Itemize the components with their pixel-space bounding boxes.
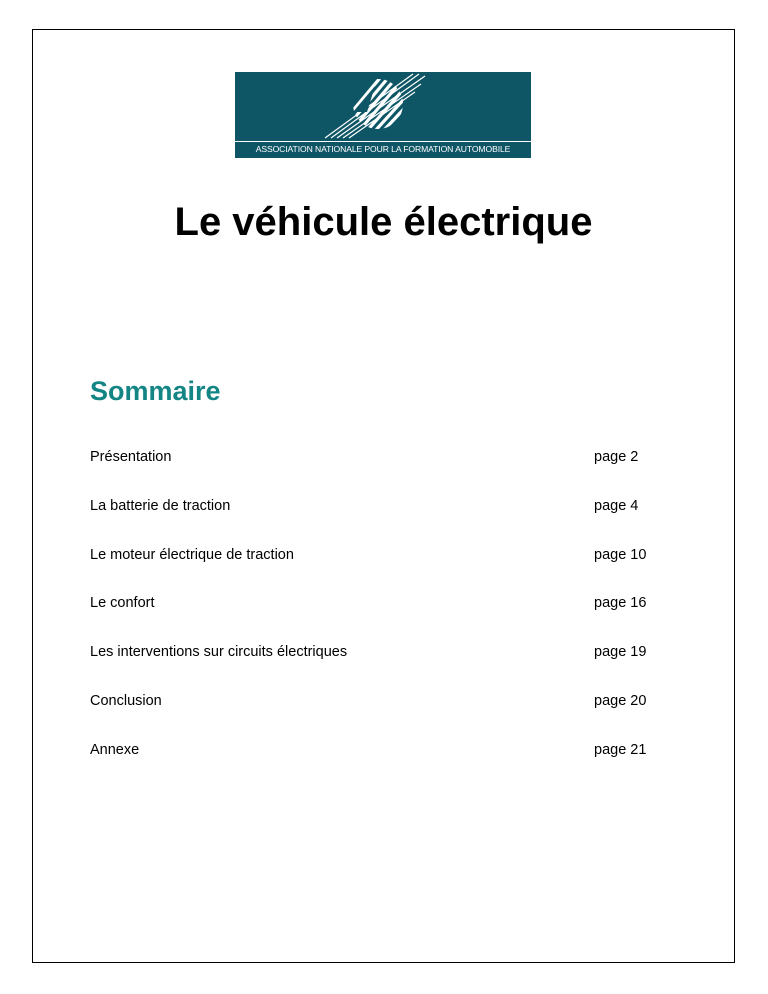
toc-item: [90, 544, 690, 593]
toc-item-label: La batterie de traction: [90, 497, 231, 514]
toc-item-page: page 16: [594, 595, 647, 612]
toc-item-page: page 2: [594, 449, 639, 465]
toc-item: [90, 690, 690, 739]
toc-item-page: page 20: [594, 692, 647, 709]
toc-item-label: Annexe: [90, 741, 140, 758]
toc-item-label: Le confort: [90, 595, 155, 612]
toc-item-label: Conclusion: [90, 692, 162, 709]
toc-item-label: Le moteur électrique de traction: [90, 546, 294, 563]
logo-caption: ASSOCIATION NATIONALE POUR LA FORMATION AUTOMOBILE: [235, 141, 531, 156]
toc-item-page: page 4: [594, 497, 639, 514]
toc-item-page: page 21: [594, 741, 647, 758]
anfa-logo: [235, 72, 531, 158]
toc-item: [90, 446, 690, 495]
striped-globe-emblem: [235, 72, 531, 144]
toc-item-page: page 19: [594, 644, 647, 661]
document-title: Le véhicule électrique: [174, 200, 593, 244]
toc-item: [90, 592, 690, 641]
toc-item: [90, 495, 690, 544]
toc-heading: Sommaire: [90, 376, 221, 406]
toc-item-page: page 10: [594, 546, 647, 563]
toc-item-label: Présentation: [90, 449, 172, 465]
toc-item: [90, 641, 690, 690]
toc-item: [90, 739, 690, 788]
table-of-contents: [90, 446, 690, 788]
toc-item-label: Les interventions sur circuits électriques: [90, 644, 348, 661]
